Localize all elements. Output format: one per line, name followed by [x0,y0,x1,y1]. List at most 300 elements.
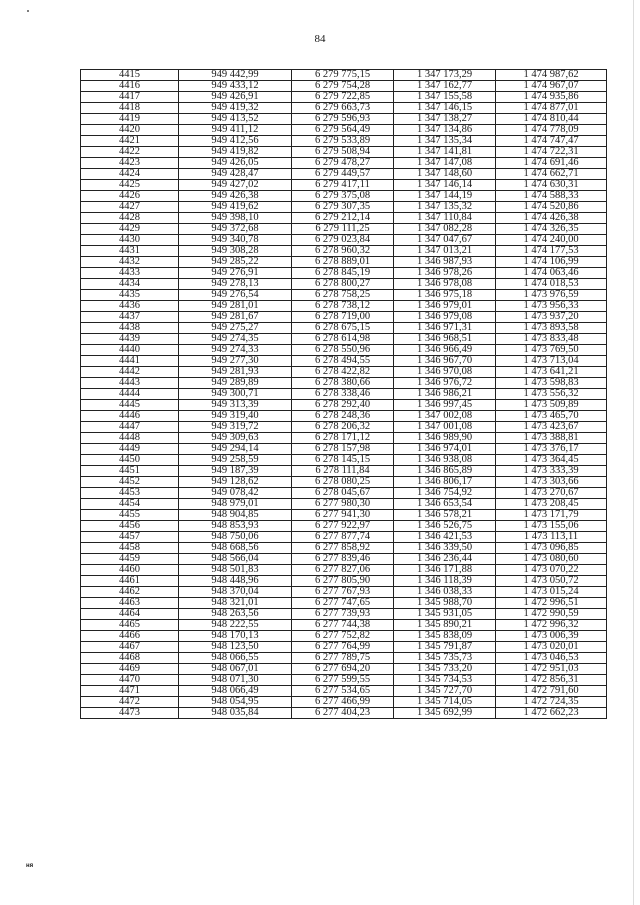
x-coordinate-cell: 949 285,22 [179,257,292,268]
table-row [81,477,607,488]
x-coordinate-cell: 949 281,67 [179,312,292,323]
x-coordinate-cell: 949 274,33 [179,345,292,356]
y-coordinate-cell: 6 278 206,32 [292,422,394,433]
x2-coordinate-cell: 1 345 692,99 [394,708,496,719]
x-coordinate-cell: 948 263,56 [179,609,292,620]
table-row [81,488,607,499]
y-coordinate-cell: 6 279 449,57 [292,169,394,180]
y-coordinate-cell: 6 279 564,49 [292,125,394,136]
table-row [81,389,607,400]
y-coordinate-cell: 6 279 478,27 [292,158,394,169]
point-number-cell: 4450 [81,455,179,466]
point-number-cell: 4418 [81,103,179,114]
x2-coordinate-cell: 1 345 714,05 [394,697,496,708]
x2-coordinate-cell: 1 346 118,39 [394,576,496,587]
point-number-cell: 4457 [81,532,179,543]
y2-coordinate-cell: 1 474 722,31 [496,147,607,158]
y2-coordinate-cell: 1 472 724,35 [496,697,607,708]
y-coordinate-cell: 6 277 980,30 [292,499,394,510]
point-number-cell: 4453 [81,488,179,499]
point-number-cell: 4471 [81,686,179,697]
table-row [81,191,607,202]
x-coordinate-cell: 949 433,12 [179,81,292,92]
y-coordinate-cell: 6 278 960,32 [292,246,394,257]
table-row [81,367,607,378]
y2-coordinate-cell: 1 474 018,53 [496,279,607,290]
table-row [81,708,607,719]
x-coordinate-cell: 949 412,56 [179,136,292,147]
y2-coordinate-cell: 1 473 364,45 [496,455,607,466]
point-number-cell: 4438 [81,323,179,334]
point-number-cell: 4431 [81,246,179,257]
table-row [81,290,607,301]
x2-coordinate-cell: 1 347 134,86 [394,125,496,136]
y-coordinate-cell: 6 279 508,94 [292,147,394,158]
x-coordinate-cell: 948 750,06 [179,532,292,543]
table-row [81,455,607,466]
y-coordinate-cell: 6 279 111,25 [292,224,394,235]
x-coordinate-cell: 949 278,13 [179,279,292,290]
x2-coordinate-cell: 1 347 155,58 [394,92,496,103]
point-number-cell: 4432 [81,257,179,268]
y2-coordinate-cell: 1 473 937,20 [496,312,607,323]
x2-coordinate-cell: 1 347 162,77 [394,81,496,92]
point-number-cell: 4440 [81,345,179,356]
x2-coordinate-cell: 1 347 148,60 [394,169,496,180]
x2-coordinate-cell: 1 346 989,90 [394,433,496,444]
y-coordinate-cell: 6 278 758,25 [292,290,394,301]
y2-coordinate-cell: 1 474 063,46 [496,268,607,279]
table-row [81,213,607,224]
point-number-cell: 4448 [81,433,179,444]
x-coordinate-cell: 949 187,39 [179,466,292,477]
y-coordinate-cell: 6 279 663,73 [292,103,394,114]
y-coordinate-cell: 6 279 212,14 [292,213,394,224]
y-coordinate-cell: 6 278 171,12 [292,433,394,444]
x2-coordinate-cell: 1 346 938,08 [394,455,496,466]
y-coordinate-cell: 6 277 466,99 [292,697,394,708]
x2-coordinate-cell: 1 346 978,26 [394,268,496,279]
y2-coordinate-cell: 1 472 791,60 [496,686,607,697]
x2-coordinate-cell: 1 347 135,34 [394,136,496,147]
x-coordinate-cell: 948 067,01 [179,664,292,675]
y2-coordinate-cell: 1 473 015,24 [496,587,607,598]
x2-coordinate-cell: 1 346 986,21 [394,389,496,400]
table-row [81,334,607,345]
scan-speck [27,10,29,12]
y-coordinate-cell: 6 278 292,40 [292,400,394,411]
y-coordinate-cell: 6 278 111,84 [292,466,394,477]
table-row [81,180,607,191]
y2-coordinate-cell: 1 474 630,31 [496,180,607,191]
y2-coordinate-cell: 1 473 046,53 [496,653,607,664]
point-number-cell: 4426 [81,191,179,202]
x2-coordinate-cell: 1 346 971,31 [394,323,496,334]
point-number-cell: 4452 [81,477,179,488]
x2-coordinate-cell: 1 346 865,89 [394,466,496,477]
y2-coordinate-cell: 1 473 096,85 [496,543,607,554]
x-coordinate-cell: 949 128,62 [179,477,292,488]
x-coordinate-cell: 948 904,85 [179,510,292,521]
y-coordinate-cell: 6 278 889,01 [292,257,394,268]
y-coordinate-cell: 6 277 858,92 [292,543,394,554]
x2-coordinate-cell: 1 345 838,09 [394,631,496,642]
table-row [81,114,607,125]
x2-coordinate-cell: 1 346 967,70 [394,356,496,367]
x2-coordinate-cell: 1 345 931,05 [394,609,496,620]
table-row [81,312,607,323]
y-coordinate-cell: 6 279 417,11 [292,180,394,191]
point-number-cell: 4430 [81,235,179,246]
table-row [81,246,607,257]
y-coordinate-cell: 6 279 754,28 [292,81,394,92]
x2-coordinate-cell: 1 347 147,08 [394,158,496,169]
y2-coordinate-cell: 1 473 388,81 [496,433,607,444]
point-number-cell: 4454 [81,499,179,510]
point-number-cell: 4464 [81,609,179,620]
x2-coordinate-cell: 1 347 002,08 [394,411,496,422]
y2-coordinate-cell: 1 473 080,60 [496,554,607,565]
table-row [81,609,607,620]
x2-coordinate-cell: 1 346 987,93 [394,257,496,268]
y-coordinate-cell: 6 279 375,08 [292,191,394,202]
x-coordinate-cell: 949 426,05 [179,158,292,169]
point-number-cell: 4465 [81,620,179,631]
x2-coordinate-cell: 1 345 791,87 [394,642,496,653]
x-coordinate-cell: 949 281,01 [179,301,292,312]
y2-coordinate-cell: 1 474 106,99 [496,257,607,268]
x2-coordinate-cell: 1 347 173,29 [394,70,496,81]
y2-coordinate-cell: 1 472 856,31 [496,675,607,686]
x2-coordinate-cell: 1 345 733,20 [394,664,496,675]
point-number-cell: 4461 [81,576,179,587]
y-coordinate-cell: 6 279 023,84 [292,235,394,246]
y-coordinate-cell: 6 277 789,75 [292,653,394,664]
table-row [81,378,607,389]
coordinates-table-body [81,70,607,719]
x2-coordinate-cell: 1 345 890,21 [394,620,496,631]
point-number-cell: 4460 [81,565,179,576]
table-row [81,653,607,664]
x2-coordinate-cell: 1 347 138,27 [394,114,496,125]
y-coordinate-cell: 6 277 752,82 [292,631,394,642]
table-row [81,565,607,576]
point-number-cell: 4436 [81,301,179,312]
y-coordinate-cell: 6 277 767,93 [292,587,394,598]
point-number-cell: 4473 [81,708,179,719]
y2-coordinate-cell: 1 472 662,23 [496,708,607,719]
x-coordinate-cell: 948 668,56 [179,543,292,554]
x2-coordinate-cell: 1 347 141,81 [394,147,496,158]
x2-coordinate-cell: 1 347 001,08 [394,422,496,433]
y2-coordinate-cell: 1 473 423,67 [496,422,607,433]
x2-coordinate-cell: 1 345 735,73 [394,653,496,664]
y-coordinate-cell: 6 279 596,93 [292,114,394,125]
y-coordinate-cell: 6 278 675,15 [292,323,394,334]
y2-coordinate-cell: 1 474 520,86 [496,202,607,213]
point-number-cell: 4420 [81,125,179,136]
y2-coordinate-cell: 1 474 588,33 [496,191,607,202]
x-coordinate-cell: 949 419,62 [179,202,292,213]
table-row [81,543,607,554]
x-coordinate-cell: 949 277,30 [179,356,292,367]
y-coordinate-cell: 6 278 248,36 [292,411,394,422]
y2-coordinate-cell: 1 473 070,22 [496,565,607,576]
point-number-cell: 4415 [81,70,179,81]
x2-coordinate-cell: 1 346 578,21 [394,510,496,521]
x-coordinate-cell: 948 566,04 [179,554,292,565]
y-coordinate-cell: 6 279 722,85 [292,92,394,103]
point-number-cell: 4441 [81,356,179,367]
x-coordinate-cell: 949 419,82 [179,147,292,158]
y2-coordinate-cell: 1 474 326,35 [496,224,607,235]
table-row [81,70,607,81]
table-row [81,631,607,642]
x-coordinate-cell: 949 319,72 [179,422,292,433]
table-row [81,598,607,609]
x-coordinate-cell: 948 066,55 [179,653,292,664]
point-number-cell: 4459 [81,554,179,565]
y2-coordinate-cell: 1 473 006,39 [496,631,607,642]
x2-coordinate-cell: 1 345 727,70 [394,686,496,697]
x-coordinate-cell: 948 501,83 [179,565,292,576]
x2-coordinate-cell: 1 347 013,21 [394,246,496,257]
y2-coordinate-cell: 1 473 509,89 [496,400,607,411]
x-coordinate-cell: 948 054,95 [179,697,292,708]
x-coordinate-cell: 948 321,01 [179,598,292,609]
table-row [81,345,607,356]
x-coordinate-cell: 948 222,55 [179,620,292,631]
y-coordinate-cell: 6 278 845,19 [292,268,394,279]
point-number-cell: 4442 [81,367,179,378]
y2-coordinate-cell: 1 474 810,44 [496,114,607,125]
point-number-cell: 4470 [81,675,179,686]
table-row [81,400,607,411]
x-coordinate-cell: 948 448,96 [179,576,292,587]
point-number-cell: 4449 [81,444,179,455]
point-number-cell: 4422 [81,147,179,158]
y2-coordinate-cell: 1 472 996,32 [496,620,607,631]
x-coordinate-cell: 949 413,52 [179,114,292,125]
table-row [81,499,607,510]
x2-coordinate-cell: 1 347 110,84 [394,213,496,224]
y2-coordinate-cell: 1 472 951,03 [496,664,607,675]
x2-coordinate-cell: 1 347 144,19 [394,191,496,202]
point-number-cell: 4463 [81,598,179,609]
point-number-cell: 4446 [81,411,179,422]
y2-coordinate-cell: 1 474 426,38 [496,213,607,224]
point-number-cell: 4456 [81,521,179,532]
point-number-cell: 4466 [81,631,179,642]
y-coordinate-cell: 6 277 941,30 [292,510,394,521]
x2-coordinate-cell: 1 347 146,15 [394,103,496,114]
y2-coordinate-cell: 1 474 967,07 [496,81,607,92]
x2-coordinate-cell: 1 346 968,51 [394,334,496,345]
y-coordinate-cell: 6 277 839,46 [292,554,394,565]
x2-coordinate-cell: 1 346 754,92 [394,488,496,499]
x-coordinate-cell: 949 411,12 [179,125,292,136]
x2-coordinate-cell: 1 346 526,75 [394,521,496,532]
x2-coordinate-cell: 1 347 047,67 [394,235,496,246]
y-coordinate-cell: 6 277 599,55 [292,675,394,686]
y-coordinate-cell: 6 277 805,90 [292,576,394,587]
table-row [81,422,607,433]
x-coordinate-cell: 949 426,38 [179,191,292,202]
x-coordinate-cell: 948 853,93 [179,521,292,532]
y-coordinate-cell: 6 277 534,65 [292,686,394,697]
table-row [81,81,607,92]
y-coordinate-cell: 6 278 719,00 [292,312,394,323]
point-number-cell: 4428 [81,213,179,224]
table-row [81,235,607,246]
x-coordinate-cell: 949 398,10 [179,213,292,224]
x2-coordinate-cell: 1 346 970,08 [394,367,496,378]
y2-coordinate-cell: 1 474 177,53 [496,246,607,257]
y2-coordinate-cell: 1 473 155,06 [496,521,607,532]
y-coordinate-cell: 6 277 739,93 [292,609,394,620]
x-coordinate-cell: 949 275,27 [179,323,292,334]
x2-coordinate-cell: 1 346 979,08 [394,312,496,323]
x2-coordinate-cell: 1 346 806,17 [394,477,496,488]
table-row [81,411,607,422]
y-coordinate-cell: 6 278 800,27 [292,279,394,290]
table-row [81,433,607,444]
x2-coordinate-cell: 1 346 236,44 [394,554,496,565]
y2-coordinate-cell: 1 474 778,09 [496,125,607,136]
y2-coordinate-cell: 1 473 171,79 [496,510,607,521]
x-coordinate-cell: 948 035,84 [179,708,292,719]
x-coordinate-cell: 949 372,68 [179,224,292,235]
y-coordinate-cell: 6 278 550,96 [292,345,394,356]
page-number: 84 [314,33,326,45]
x-coordinate-cell: 949 258,59 [179,455,292,466]
x-coordinate-cell: 949 428,47 [179,169,292,180]
y-coordinate-cell: 6 277 694,20 [292,664,394,675]
table-row [81,510,607,521]
point-number-cell: 4429 [81,224,179,235]
y2-coordinate-cell: 1 473 465,70 [496,411,607,422]
x2-coordinate-cell: 1 346 653,54 [394,499,496,510]
y2-coordinate-cell: 1 473 713,04 [496,356,607,367]
y2-coordinate-cell: 1 474 877,01 [496,103,607,114]
point-number-cell: 4447 [81,422,179,433]
point-number-cell: 4458 [81,543,179,554]
y2-coordinate-cell: 1 474 240,00 [496,235,607,246]
point-number-cell: 4416 [81,81,179,92]
table-row [81,686,607,697]
y2-coordinate-cell: 1 472 990,59 [496,609,607,620]
x-coordinate-cell: 948 370,04 [179,587,292,598]
x-coordinate-cell: 948 170,13 [179,631,292,642]
y-coordinate-cell: 6 278 145,15 [292,455,394,466]
point-number-cell: 4425 [81,180,179,191]
point-number-cell: 4445 [81,400,179,411]
y2-coordinate-cell: 1 473 020,01 [496,642,607,653]
table-row [81,136,607,147]
x-coordinate-cell: 949 442,99 [179,70,292,81]
y-coordinate-cell: 6 278 045,67 [292,488,394,499]
y2-coordinate-cell: 1 473 333,39 [496,466,607,477]
y-coordinate-cell: 6 278 422,82 [292,367,394,378]
table-row [81,103,607,114]
table-row [81,576,607,587]
coordinates-table [80,69,607,719]
table-row [81,169,607,180]
x2-coordinate-cell: 1 346 975,18 [394,290,496,301]
table-row [81,224,607,235]
table-row [81,125,607,136]
y2-coordinate-cell: 1 473 956,33 [496,301,607,312]
table-row [81,257,607,268]
x2-coordinate-cell: 1 345 734,53 [394,675,496,686]
x-coordinate-cell: 949 313,39 [179,400,292,411]
x2-coordinate-cell: 1 347 082,28 [394,224,496,235]
point-number-cell: 4468 [81,653,179,664]
table-row [81,697,607,708]
point-number-cell: 4427 [81,202,179,213]
table-row [81,268,607,279]
x-coordinate-cell: 949 427,02 [179,180,292,191]
point-number-cell: 4421 [81,136,179,147]
y2-coordinate-cell: 1 473 050,72 [496,576,607,587]
y2-coordinate-cell: 1 473 303,66 [496,477,607,488]
y-coordinate-cell: 6 278 157,98 [292,444,394,455]
x-coordinate-cell: 949 319,40 [179,411,292,422]
x2-coordinate-cell: 1 346 974,01 [394,444,496,455]
table-row [81,587,607,598]
x2-coordinate-cell: 1 346 976,72 [394,378,496,389]
y-coordinate-cell: 6 277 744,38 [292,620,394,631]
x-coordinate-cell: 948 066,49 [179,686,292,697]
y2-coordinate-cell: 1 473 376,17 [496,444,607,455]
table-row [81,620,607,631]
point-number-cell: 4417 [81,92,179,103]
x-coordinate-cell: 948 979,01 [179,499,292,510]
x2-coordinate-cell: 1 346 421,53 [394,532,496,543]
x2-coordinate-cell: 1 346 171,88 [394,565,496,576]
x2-coordinate-cell: 1 346 966,49 [394,345,496,356]
x2-coordinate-cell: 1 346 978,08 [394,279,496,290]
footer-note: ня [26,863,34,869]
point-number-cell: 4419 [81,114,179,125]
point-number-cell: 4437 [81,312,179,323]
table-row [81,158,607,169]
y-coordinate-cell: 6 277 922,97 [292,521,394,532]
table-row [81,279,607,290]
x-coordinate-cell: 948 123,50 [179,642,292,653]
x-coordinate-cell: 949 300,71 [179,389,292,400]
x-coordinate-cell: 949 289,89 [179,378,292,389]
y-coordinate-cell: 6 278 614,98 [292,334,394,345]
table-row [81,301,607,312]
y2-coordinate-cell: 1 473 833,48 [496,334,607,345]
y-coordinate-cell: 6 277 404,23 [292,708,394,719]
y2-coordinate-cell: 1 473 270,67 [496,488,607,499]
y2-coordinate-cell: 1 474 935,86 [496,92,607,103]
x2-coordinate-cell: 1 345 988,70 [394,598,496,609]
table-row [81,356,607,367]
table-row [81,323,607,334]
point-number-cell: 4462 [81,587,179,598]
point-number-cell: 4443 [81,378,179,389]
point-number-cell: 4444 [81,389,179,400]
point-number-cell: 4434 [81,279,179,290]
x-coordinate-cell: 949 281,93 [179,367,292,378]
y-coordinate-cell: 6 277 764,99 [292,642,394,653]
x-coordinate-cell: 949 274,35 [179,334,292,345]
point-number-cell: 4455 [81,510,179,521]
x-coordinate-cell: 949 309,63 [179,433,292,444]
